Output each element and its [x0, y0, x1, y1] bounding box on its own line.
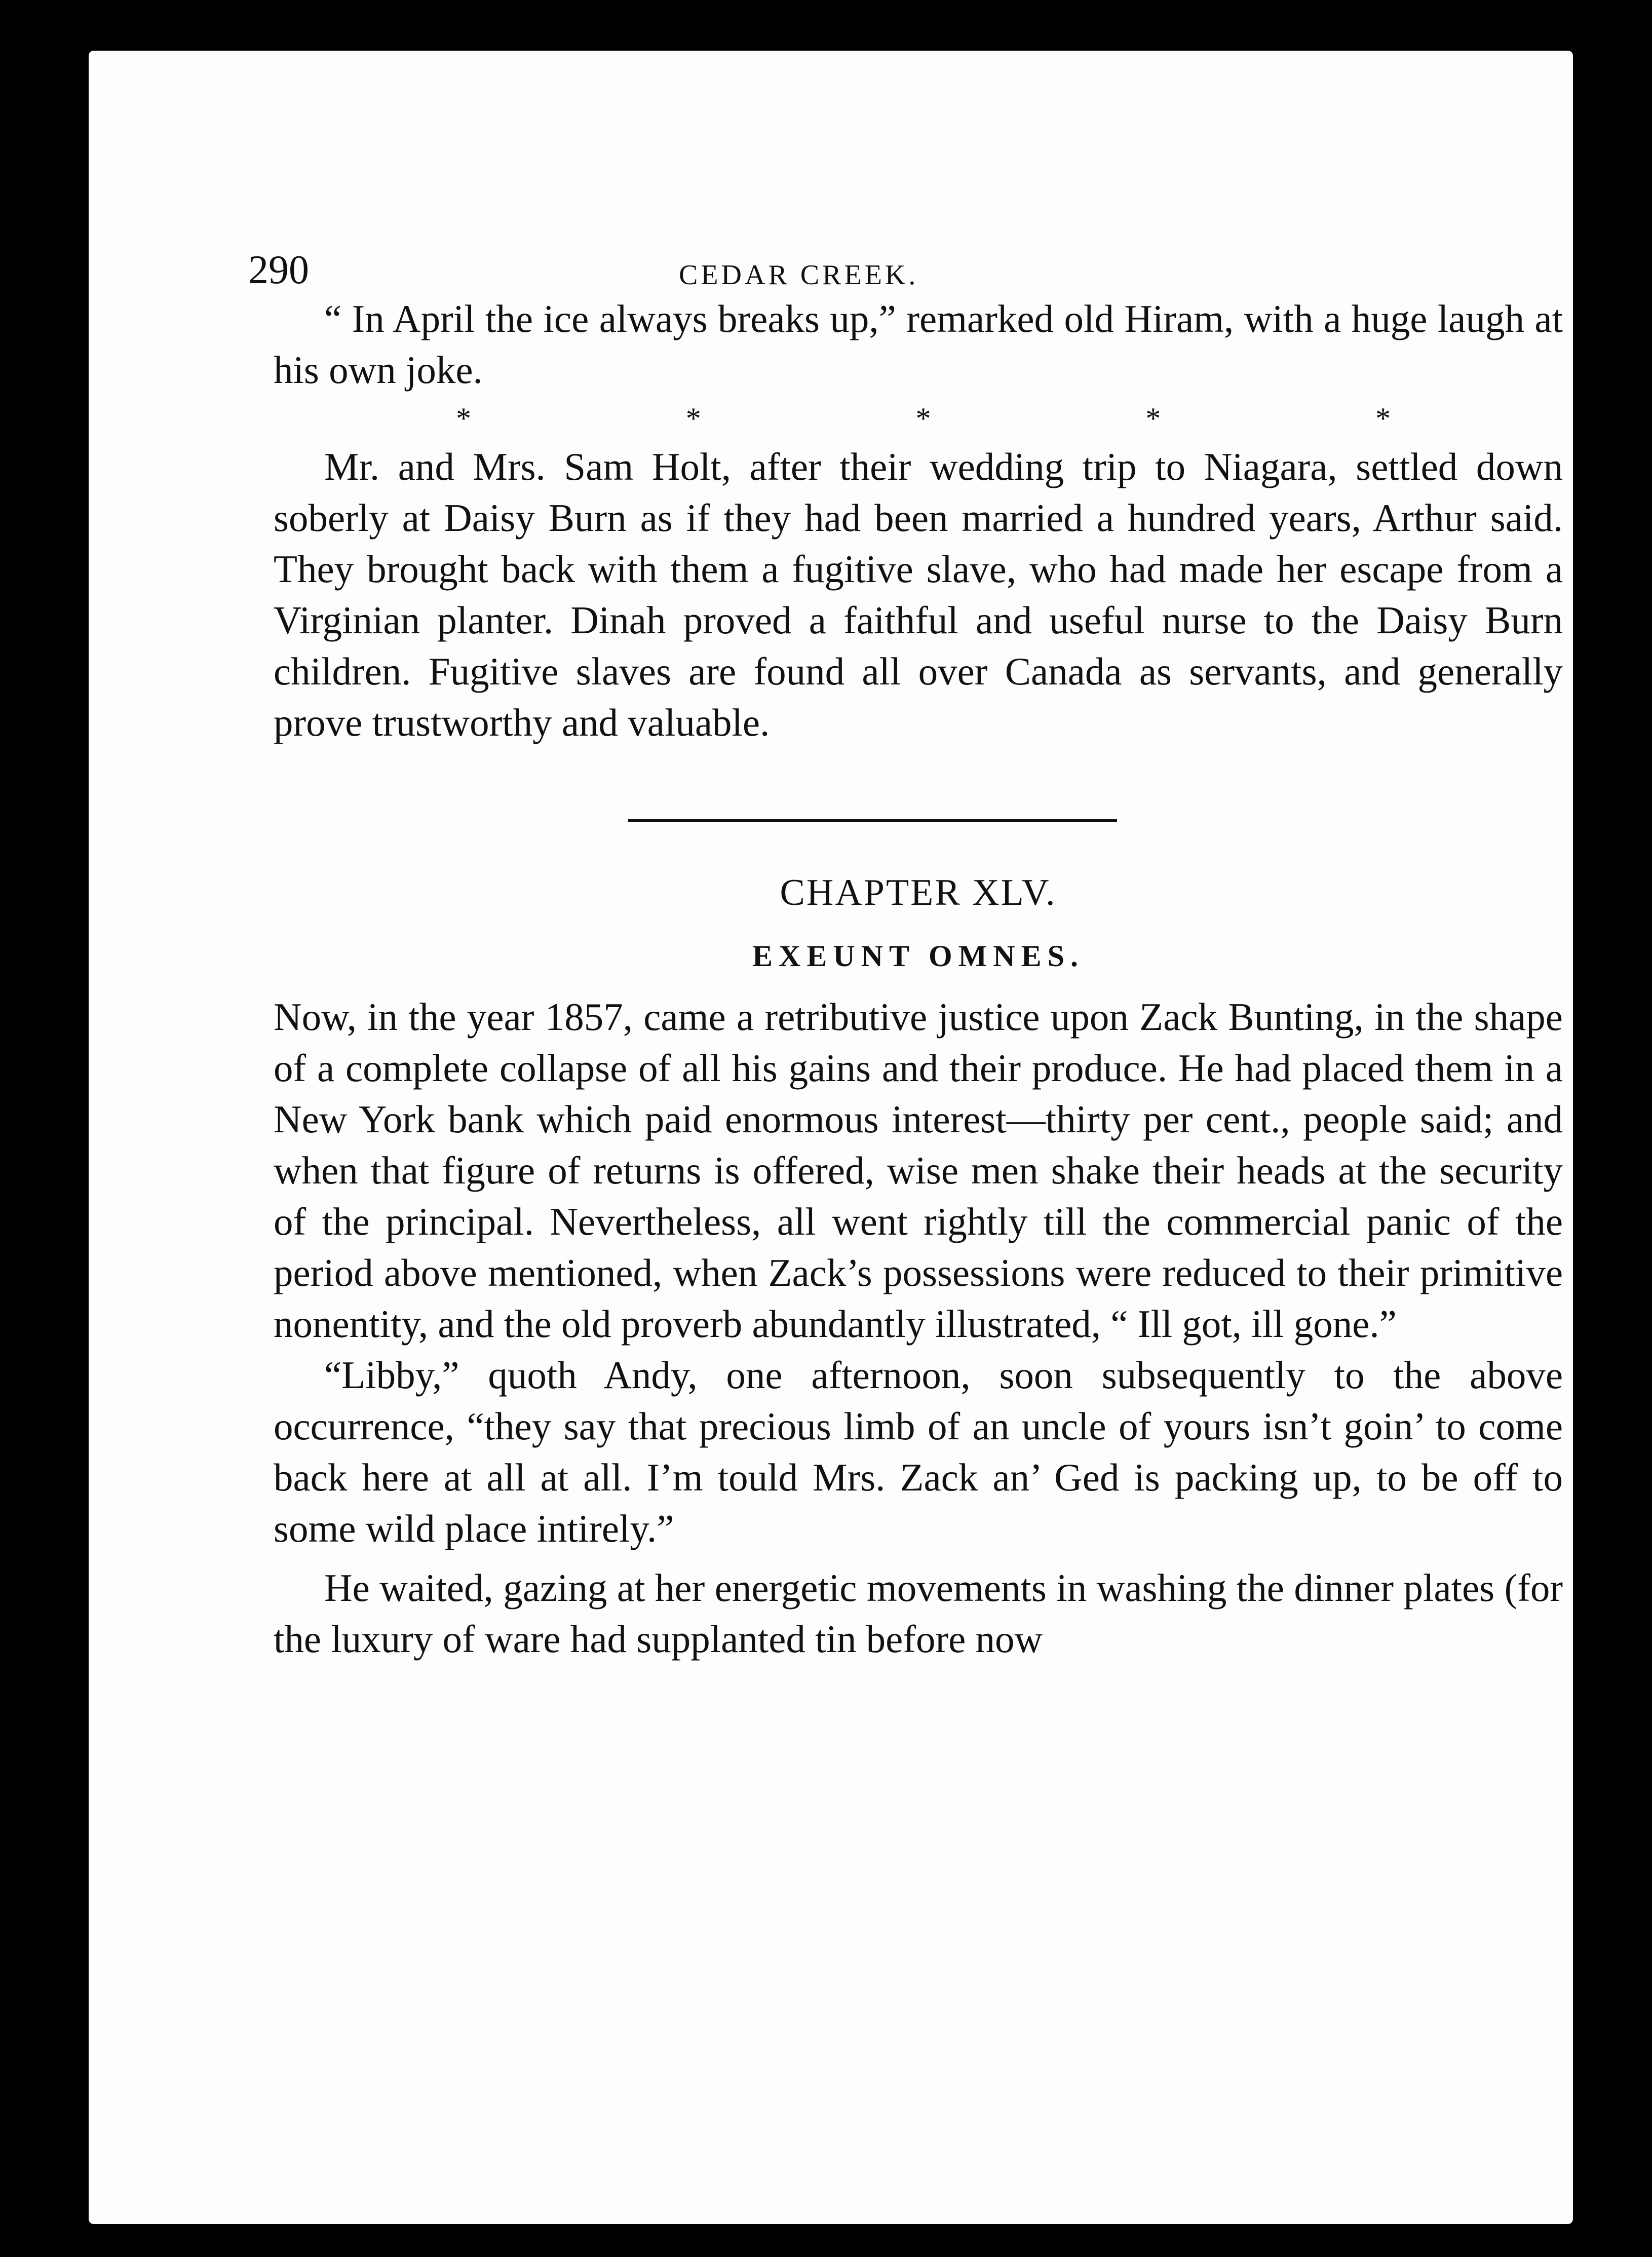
asterisk: * — [1145, 402, 1161, 435]
chapter-divider-area — [274, 748, 1563, 865]
page-number: 290 — [248, 248, 309, 292]
paragraph: He waited, gazing at her energetic movements in washing the dinner plates (for the luxury of ware had supplanted tin before now — [274, 1566, 1563, 1661]
asterisk: * — [456, 402, 471, 435]
asterisk: * — [915, 402, 931, 435]
asterisk: * — [685, 402, 701, 435]
paragraph: “Libby,” quoth Andy, one afternoon, soon subsequently to the above occurrence, “they say that precious limb of an uncle of yours isn’t goin’ to come back here at all at all. I’m tould Mrs. Zack an’ Ged is packing up, to be off to some wild place intirely.” — [274, 1353, 1563, 1550]
running-title: CEDAR CREEK. — [679, 259, 919, 291]
section-break-asterisks — [274, 396, 1563, 441]
chapter-divider-rule — [628, 819, 1117, 822]
asterisk: * — [1375, 402, 1391, 435]
book-page — [89, 51, 1573, 2224]
paragraph: Mr. and Mrs. Sam Holt, after their wedding trip to Niagara, settled down soberly at Daisy Burn as if they had been married a hundred years, Arthur said. They brought back with them a fugitive slave, who had made her escape from a Virginian planter. Dinah proved a faithful and useful nurse to the Daisy Burn children. Fugitive slaves are found all over Canada as servants, and generally prove trustworthy and valuable. — [274, 445, 1563, 744]
chapter-heading: CHAPTER XLV. — [780, 872, 1057, 913]
chapter-subtitle: EXEUNT OMNES. — [752, 939, 1084, 973]
paragraph: Now, in the year 1857, came a retributive justice upon Zack Bunting, in the shape of a complete collapse of all his gains and their produce. He had placed them in a New York bank which paid enormous interest—thirty per cent., people said; and when that figure of returns is offered, wise men shake their heads at the security of the principal. Nevertheless, all went rightly till the commercial panic of the period above mentioned, when Zack’s possessions were reduced to their primitive nonentity, and the old proverb abundantly illustrated, “ Ill got, ill gone.” — [274, 995, 1563, 1346]
page-header — [248, 245, 1563, 293]
paragraph: “ In April the ice always breaks up,” remarked old Hiram, with a huge laugh at his own joke. — [274, 297, 1563, 392]
paragraph-gap — [274, 1554, 1563, 1562]
page-content — [248, 245, 1563, 1665]
